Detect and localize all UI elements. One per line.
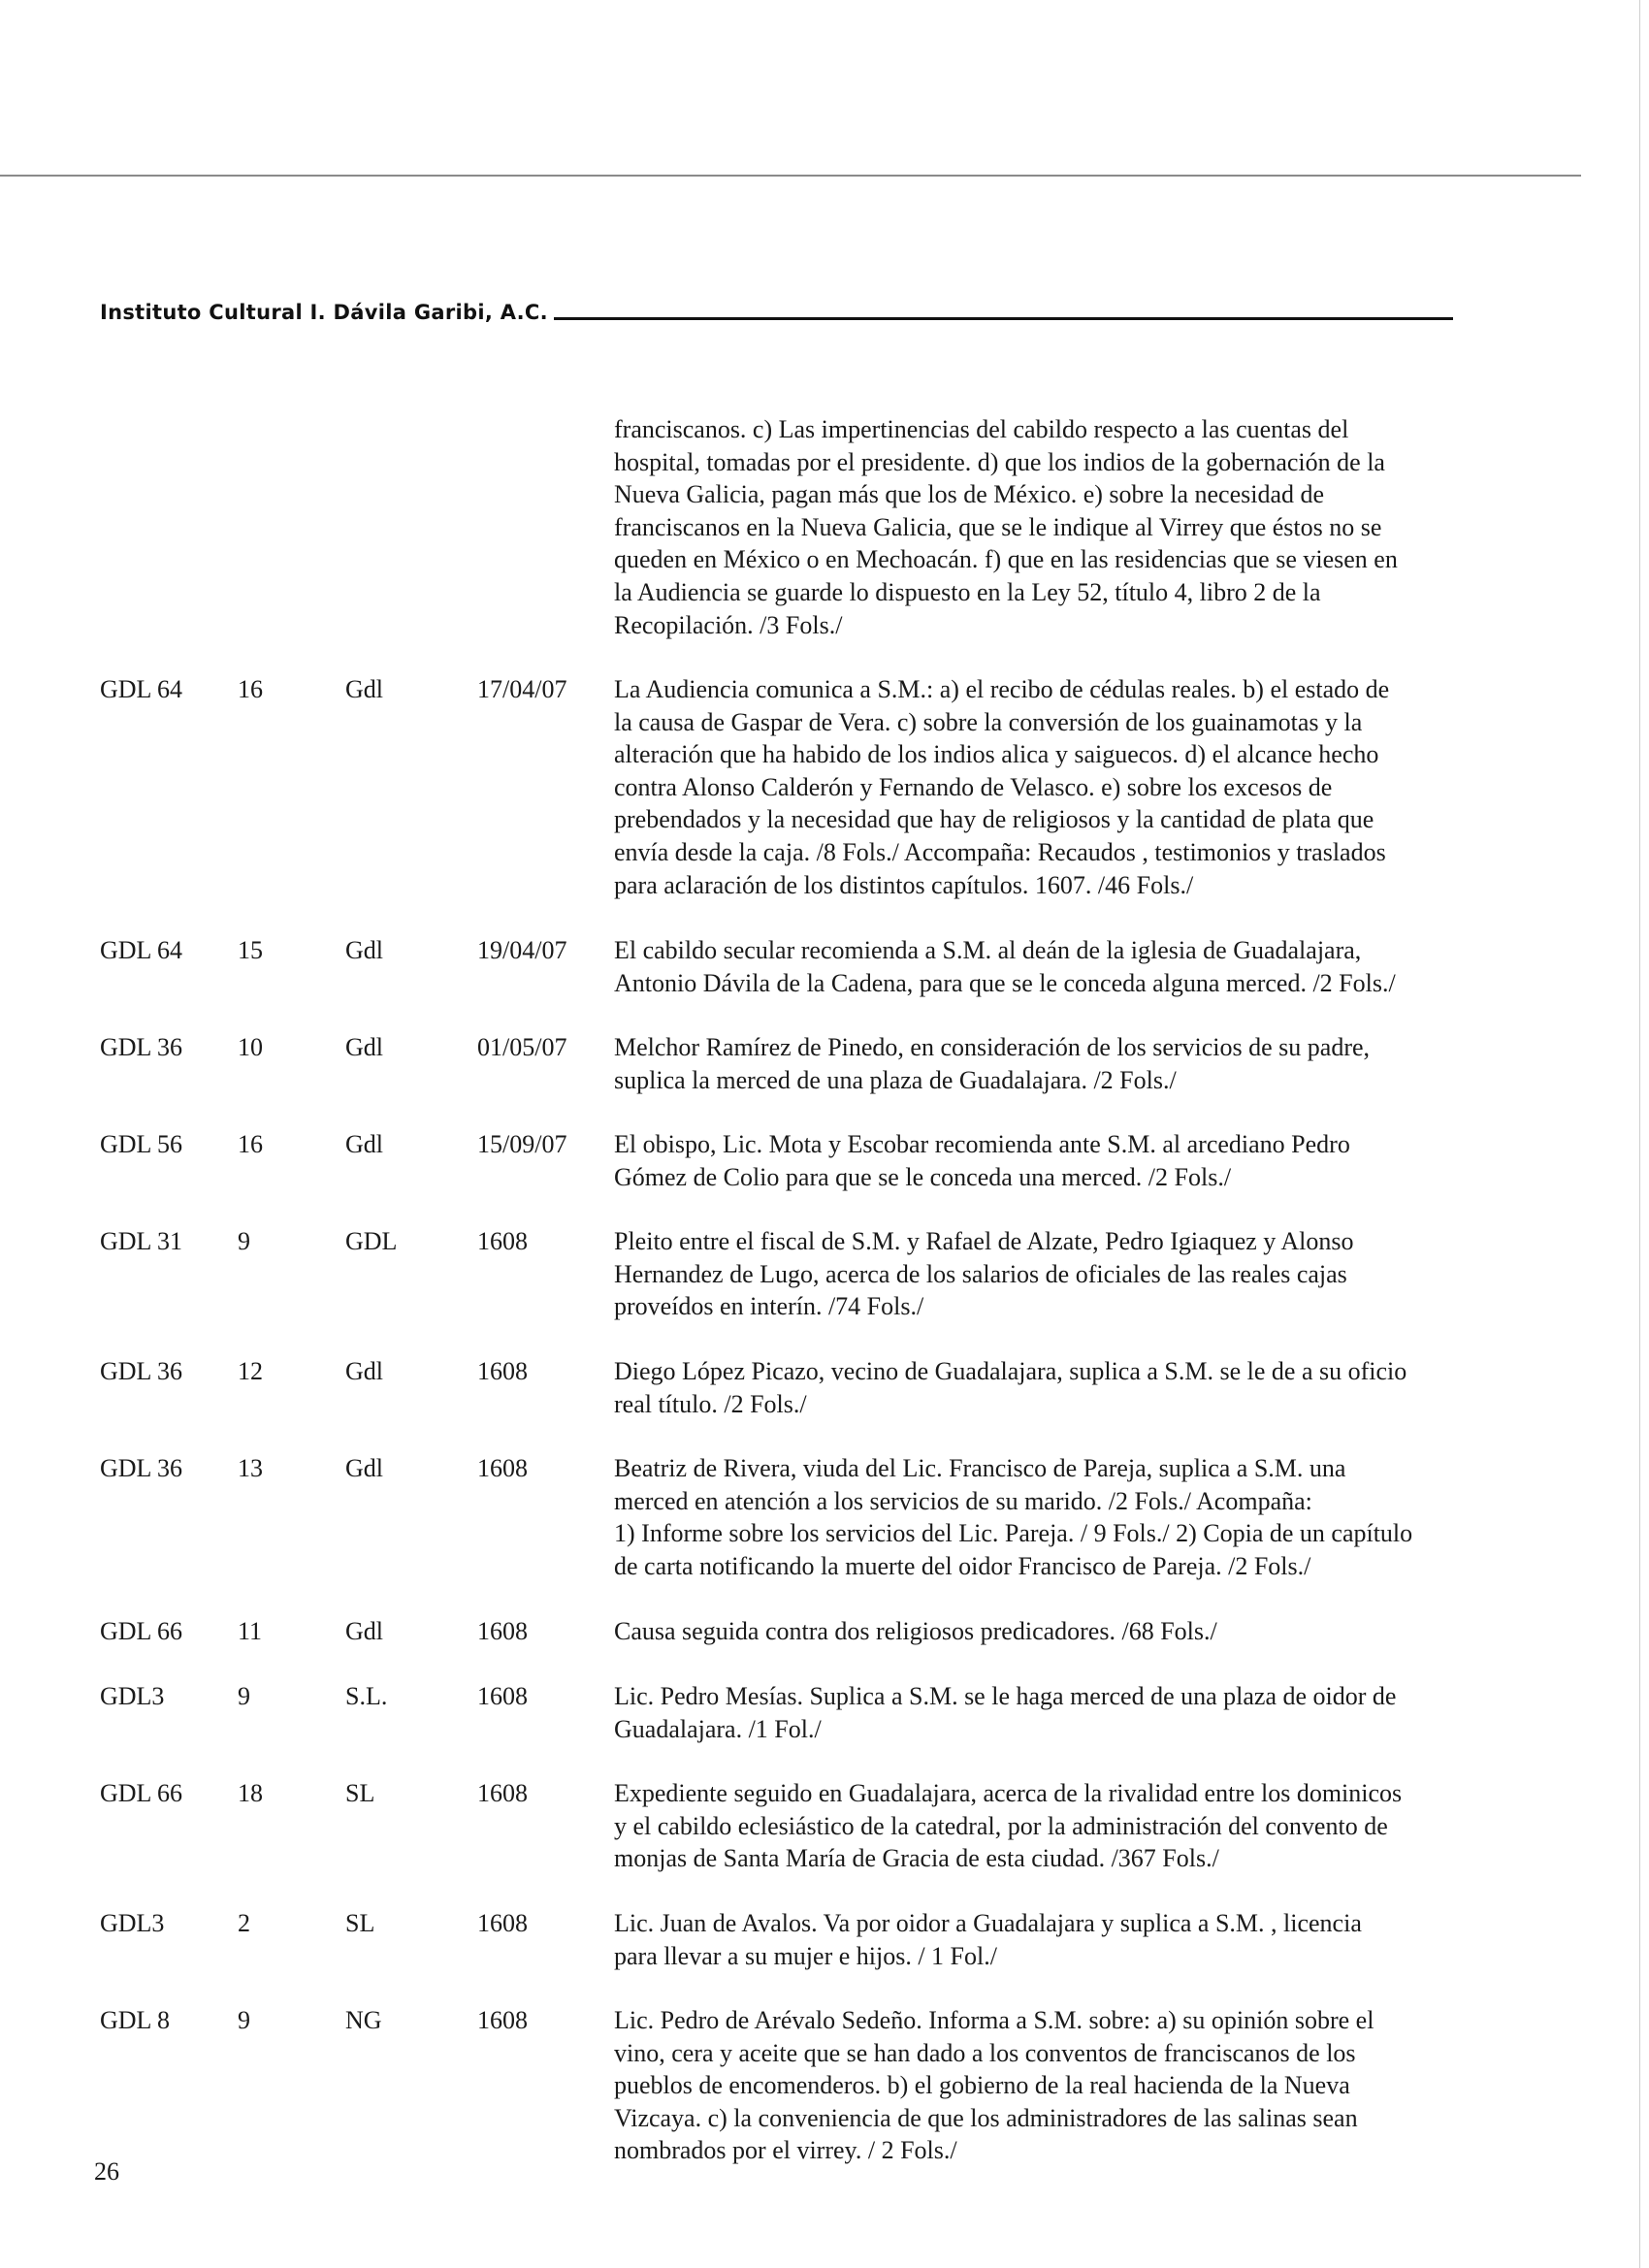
entry-number: 10 <box>238 1033 263 1061</box>
entry-date: 15/09/07 <box>477 1130 567 1158</box>
text-line: El obispo, Lic. Mota y Escobar recomienda ante S.M. al arcediano Pedro <box>614 1130 1350 1158</box>
entry-description <box>614 673 1458 901</box>
text-line: Lic. Pedro Mesías. Suplica a S.M. se le haga merced de una plaza de oidor de <box>614 1682 1397 1710</box>
text-line: Lic. Pedro de Arévalo Sedeño. Informa a S.M. sobre: a) su opinión sobre el <box>614 2006 1374 2034</box>
text-line: Expediente seguido en Guadalajara, acerca de la rivalidad entre los dominicos <box>614 1779 1403 1807</box>
text-line: pueblos de encomenderos. b) el gobierno de la real hacienda de la Nueva <box>614 2071 1350 2100</box>
entry-date: 19/04/07 <box>477 936 567 964</box>
entry-number: 9 <box>238 1682 250 1710</box>
entry-date: 1608 <box>477 1682 528 1710</box>
text-line: suplica la merced de una plaza de Guadalajara. /2 Fols./ <box>614 1065 1177 1094</box>
entry-place: Gdl <box>345 1454 383 1482</box>
text-line: franciscanos en la Nueva Galicia, que se le indique al Virrey que éstos no se <box>614 512 1382 541</box>
text-line: Lic. Juan de Avalos. Va por oidor a Guadalajara y suplica a S.M. , licencia <box>614 1909 1362 1937</box>
entry-description <box>614 934 1458 999</box>
entry-description <box>614 1777 1458 1875</box>
entry-description <box>614 1355 1458 1420</box>
entry-code: GDL 64 <box>100 936 182 964</box>
text-line: para llevar a su mujer e hijos. / 1 Fol./ <box>614 1941 997 1970</box>
text-line: monjas de Santa María de Gracia de esta ciudad. /367 Fols./ <box>614 1844 1219 1873</box>
entry-code: GDL 64 <box>100 675 182 703</box>
page-number: 26 <box>94 2157 119 2186</box>
header-rule <box>554 317 1453 320</box>
text-line: merced en atención a los servicios de su marido. /2 Fols./ Acompaña: <box>614 1486 1312 1515</box>
text-line: Recopilación. /3 Fols./ <box>614 610 843 639</box>
entry-date: 17/04/07 <box>477 675 567 703</box>
entry-description <box>614 1907 1458 1972</box>
entry-place: Gdl <box>345 936 383 964</box>
text-line: nombrados por el virrey. / 2 Fols./ <box>614 2136 957 2165</box>
text-line: Guadalajara. /1 Fol./ <box>614 1714 822 1743</box>
entry-number: 2 <box>238 1909 250 1937</box>
entry-place: Gdl <box>345 1357 383 1385</box>
text-line: Melchor Ramírez de Pinedo, en consideración de los servicios de su padre, <box>614 1033 1371 1061</box>
text-line: Beatriz de Rivera, viuda del Lic. Francisco de Pareja, suplica a S.M. una <box>614 1454 1346 1482</box>
scan-page-edge <box>1639 0 1640 2268</box>
entry-code: GDL 36 <box>100 1357 182 1385</box>
running-header <box>100 289 1453 324</box>
text-line: contra Alonso Calderón y Fernando de Velasco. e) sobre los excesos de <box>614 772 1333 801</box>
entry-code: GDL3 <box>100 1682 165 1710</box>
entry-number: 13 <box>238 1454 263 1482</box>
entry-number: 12 <box>238 1357 263 1385</box>
entry-place: Gdl <box>345 1033 383 1061</box>
text-line: de carta notificando la muerte del oidor Francisco de Pareja. /2 Fols./ <box>614 1551 1311 1580</box>
entry-description <box>614 1615 1458 1648</box>
entry-code: GDL 56 <box>100 1130 182 1158</box>
text-line: Hernandez de Lugo, acerca de los salarios de oficiales de las reales cajas <box>614 1259 1347 1288</box>
entry-date: 1608 <box>477 1617 528 1645</box>
entry-number: 16 <box>238 1130 263 1158</box>
entry-description <box>614 1452 1458 1582</box>
entry-place: Gdl <box>345 675 383 703</box>
text-line: Gómez de Colio para que se le conceda una merced. /2 Fols./ <box>614 1162 1232 1191</box>
entry-description <box>614 1225 1458 1323</box>
text-line: y el cabildo eclesiástico de la catedral, por la administración del convento de <box>614 1811 1388 1840</box>
text-line: real título. /2 Fols./ <box>614 1389 807 1418</box>
entry-number: 9 <box>238 1227 250 1255</box>
entry-code: GDL 36 <box>100 1033 182 1061</box>
text-line: Pleito entre el fiscal de S.M. y Rafael de Alzate, Pedro Igiaquez y Alonso <box>614 1227 1354 1255</box>
entry-date: 1608 <box>477 1227 528 1255</box>
text-line: envía desde la caja. /8 Fols./ Accompaña: Recaudos , testimonios y traslados <box>614 837 1386 866</box>
text-line: Diego López Picazo, vecino de Guadalajara, suplica a S.M. se le de a su oficio <box>614 1357 1407 1385</box>
entry-number: 16 <box>238 675 263 703</box>
text-line: para aclaración de los distintos capítulos. 1607. /46 Fols./ <box>614 870 1194 899</box>
entry-place: S.L. <box>345 1682 388 1710</box>
text-line: Causa seguida contra dos religiosos predicadores. /68 Fols./ <box>614 1617 1217 1645</box>
entry-description <box>614 1128 1458 1193</box>
entry-code: GDL3 <box>100 1909 165 1937</box>
text-line: prebendados y la necesidad que hay de religiosos y la cantidad de plata que <box>614 805 1374 834</box>
entry-code: GDL 66 <box>100 1779 182 1807</box>
scan-top-rule <box>0 175 1581 177</box>
entry-number: 11 <box>238 1617 263 1645</box>
entry-description <box>614 2004 1458 2167</box>
text-line: El cabildo secular recomienda a S.M. al deán de la iglesia de Guadalajara, <box>614 936 1362 964</box>
entry-place: Gdl <box>345 1130 383 1158</box>
text-line: alteración que ha habido de los indios alica y saiguecos. d) el alcance hecho <box>614 740 1379 769</box>
text-line: La Audiencia comunica a S.M.: a) el recibo de cédulas reales. b) el estado de <box>614 675 1390 703</box>
entry-place: NG <box>345 2006 382 2034</box>
entry-description <box>614 1680 1458 1745</box>
text-line: vino, cera y aceite que se han dado a los conventos de franciscanos de los <box>614 2038 1356 2067</box>
entry-code: GDL 66 <box>100 1617 182 1645</box>
text-line: Vizcaya. c) la conveniencia de que los administradores de las salinas sean <box>614 2103 1358 2132</box>
entry-date: 1608 <box>477 1779 528 1807</box>
text-line: la causa de Gaspar de Vera. c) sobre la conversión de los guainamotas y la <box>614 707 1363 736</box>
text-line: la Audiencia se guarde lo dispuesto en la Ley 52, título 4, libro 2 de la <box>614 577 1321 606</box>
entry-place: SL <box>345 1779 375 1807</box>
entry-number: 9 <box>238 2006 250 2034</box>
text-line: franciscanos. c) Las impertinencias del cabildo respecto a las cuentas del <box>614 415 1349 443</box>
entry-number: 18 <box>238 1779 263 1807</box>
entry-code: GDL 31 <box>100 1227 182 1255</box>
text-line: queden en México o en Mechoacán. f) que en las residencias que se viesen en <box>614 545 1398 574</box>
entry-date: 1608 <box>477 1454 528 1482</box>
entry-date: 1608 <box>477 1357 528 1385</box>
continuation-text <box>614 413 1458 641</box>
entry-place: GDL <box>345 1227 398 1255</box>
text-line: 1) Informe sobre los servicios del Lic. Pareja. / 9 Fols./ 2) Copia de un capítulo <box>614 1519 1413 1548</box>
entry-place: SL <box>345 1909 375 1937</box>
entry-date: 1608 <box>477 2006 528 2034</box>
text-line: hospital, tomadas por el presidente. d) que los indios de la gobernación de la <box>614 447 1385 476</box>
header-title: Instituto Cultural I. Dávila Garibi, A.C. <box>100 301 548 324</box>
entry-code: GDL 36 <box>100 1454 182 1482</box>
entry-date: 1608 <box>477 1909 528 1937</box>
entry-date: 01/05/07 <box>477 1033 567 1061</box>
entry-place: Gdl <box>345 1617 383 1645</box>
text-line: proveídos en interín. /74 Fols./ <box>614 1292 924 1321</box>
entry-description <box>614 1031 1458 1096</box>
text-line: Nueva Galicia, pagan más que los de México. e) sobre la necesidad de <box>614 480 1325 509</box>
entry-code: GDL 8 <box>100 2006 170 2034</box>
entry-number: 15 <box>238 936 263 964</box>
text-line: Antonio Dávila de la Cadena, para que se le conceda alguna merced. /2 Fols./ <box>614 968 1396 997</box>
